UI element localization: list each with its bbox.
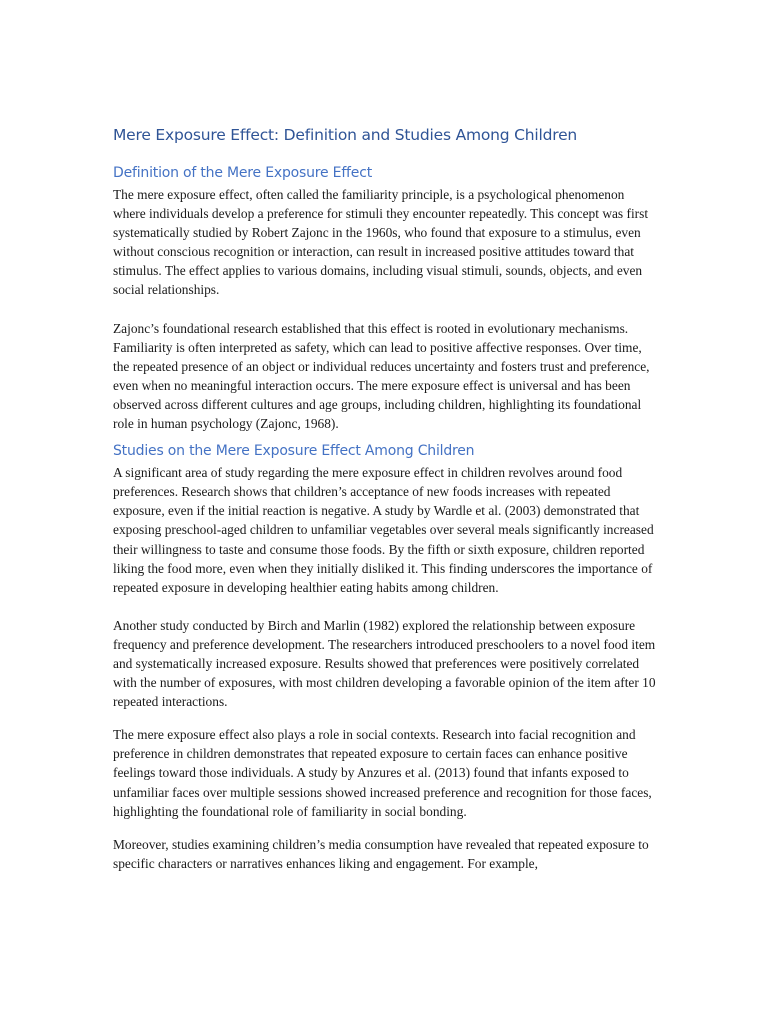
paragraph: Moreover, studies examining children’s media consumption have revealed that repeated exposure to specific characters or narratives enhances liking and engagement. For example, xyxy=(113,836,649,871)
paragraph: The mere exposure effect, often called the familiarity principle, is a psychological phenomenon where individuals develop a preference for stimuli they encounter repeatedly. This concept was first systematically studied by Robert Zajonc in the 1960s, who found that exposure to a stimulus, even without conscious recognition or interaction, can result in increased positive attitudes toward that stimulus. The effect applies to various domains, including visual stimuli, sounds, objects, and even social relationships. xyxy=(113,187,649,298)
section-heading-definition: Definition of the Mere Exposure Effect xyxy=(113,165,372,181)
paragraph: A significant area of study regarding the mere exposure effect in children revolves around food preferences. Research shows that children’s acceptance of new foods increases with repeated exposure, even if the initial reaction is negative. A study by Wardle et al. (2003) demonstrated that exposing preschool-aged children to unfamiliar vegetables over several meals significantly increased their willingness to taste and consume those foods. By the fifth or sixth exposure, children reported liking the food more, even when they initially disliked it. This finding underscores the importance of repeated exposure in developing healthier eating habits among children. xyxy=(113,465,654,595)
paragraph: The mere exposure effect also plays a role in social contexts. Research into facial recognition and preference in children demonstrates that repeated exposure to certain faces can enhance positive feelings toward those individuals. A study by Anzures et al. (2013) found that infants exposed to unfamiliar faces over multiple sessions showed increased preference and recognition for those faces, highlighting the foundational role of familiarity in social bonding. xyxy=(113,727,652,819)
document-title: Mere Exposure Effect: Definition and Studies Among Children xyxy=(113,126,578,144)
paragraph: Zajonc’s foundational research established that this effect is rooted in evolutionary mechanisms. Familiarity is often interpreted as safety, which can lead to positive affective responses. Over time, the repeated presence of an object or individual reduces uncertainty and fosters trust and preference, even when no meaningful interaction occurs. The mere exposure effect is universal and has been observed across different cultures and age groups, including children, highlighting its foundational role in human psychology (Zajonc, 1968). xyxy=(113,320,650,432)
paragraph: Another study conducted by Birch and Marlin (1982) explored the relationship between exposure frequency and preference development. The researchers introduced preschoolers to a novel food item and systematically increased exposure. Results showed that preferences were positively correlated with the number of exposures, with most children developing a favorable opinion of the item after 10 repeated interactions. xyxy=(113,617,656,710)
section-heading-studies: Studies on the Mere Exposure Effect Among Children xyxy=(113,443,475,460)
section-studies xyxy=(113,441,660,873)
section-definition xyxy=(113,163,660,433)
